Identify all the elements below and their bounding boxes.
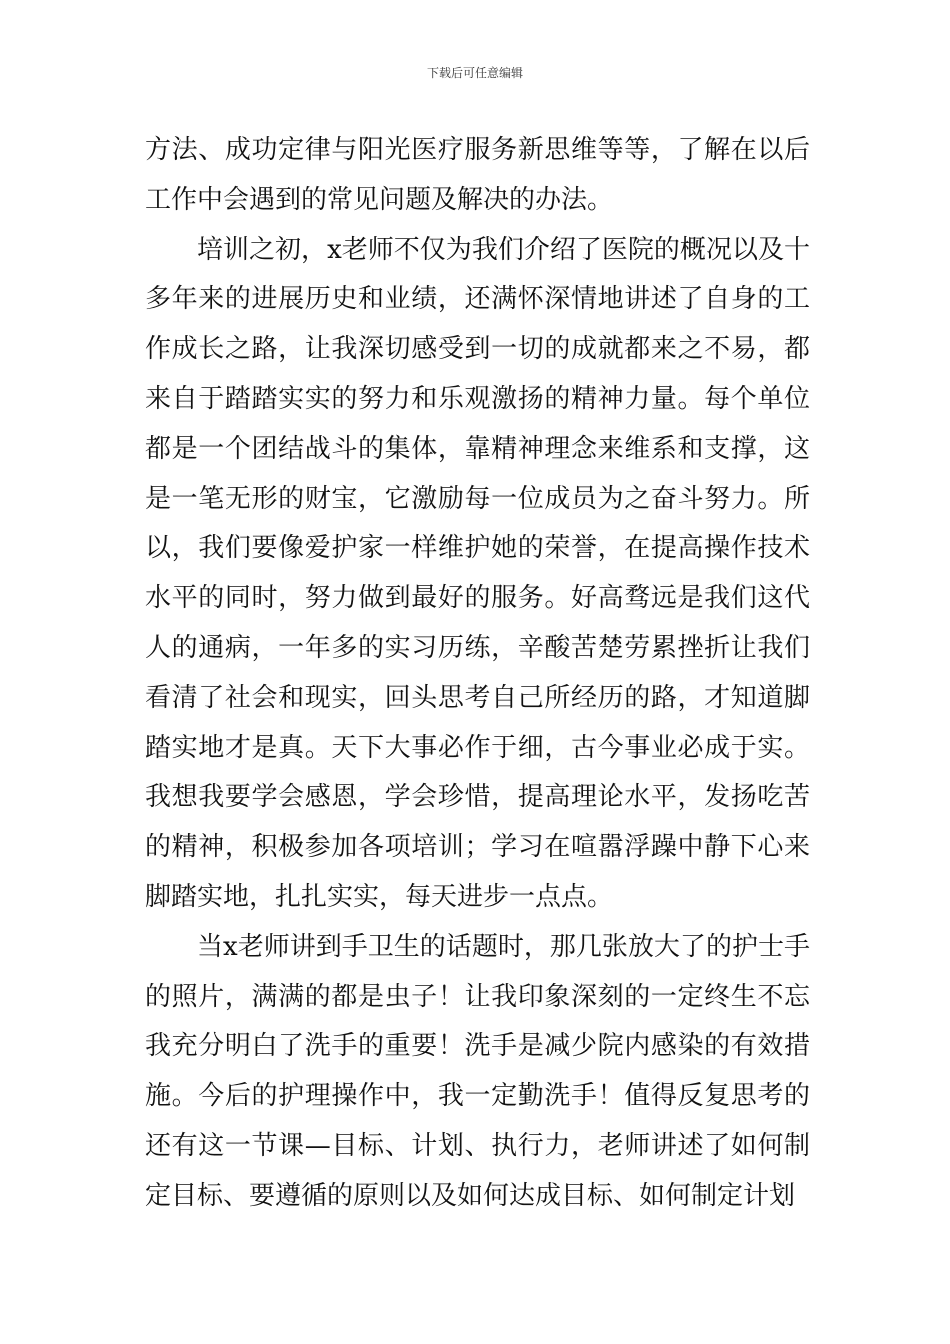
document-body: [145, 126, 810, 1222]
paragraph-hand-hygiene: 当x老师讲到手卫生的话题时，那几张放大了的护士手的照片，满满的都是虫子！让我印象深刻的一定终生不忘我充分明白了洗手的重要！洗手是减少院内感染的有效措施。今后的护理操作中，我一定勤洗手！值得反复思考的还有这一节课—目标、计划、执行力，老师讲述了如何制定目标、要遵循的原则以及如何达成目标、如何制定计划: [145, 931, 810, 1211]
paragraph-continued: 方法、成功定律与阳光医疗服务新思维等等，了解在以后工作中会遇到的常见问题及解决的办法。: [145, 135, 810, 215]
page-header: 下载后可任意编辑: [426, 66, 523, 80]
paragraph-training-intro: 培训之初，x老师不仅为我们介绍了医院的概况以及十多年来的进展历史和业绩，还满怀深情地讲述了自身的工作成长之路，让我深切感受到一切的成就都来之不易，都来自于踏踏实实的努力和乐观激扬的精神力量。每个单位都是一个团结战斗的集体，靠精神理念来维系和支撑，这是一笔无形的财宝，它激励每一位成员为之奋斗努力。所以，我们要像爱护家一样维护她的荣誉，在提高操作技术水平的同时，努力做到最好的服务。好高骛远是我们这代人的通病，一年多的实习历练，辛酸苦楚劳累挫折让我们看清了社会和现实，回头思考自己所经历的路，才知道脚踏实地才是真。天下大事必作于细，古今事业必成于实。我想我要学会感恩，学会珍惜，提高理论水平，发扬吃苦的精神，积极参加各项培训；学习在喧嚣浮躁中静下心来脚踏实地，扎扎实实，每天进步一点点。: [145, 234, 810, 912]
